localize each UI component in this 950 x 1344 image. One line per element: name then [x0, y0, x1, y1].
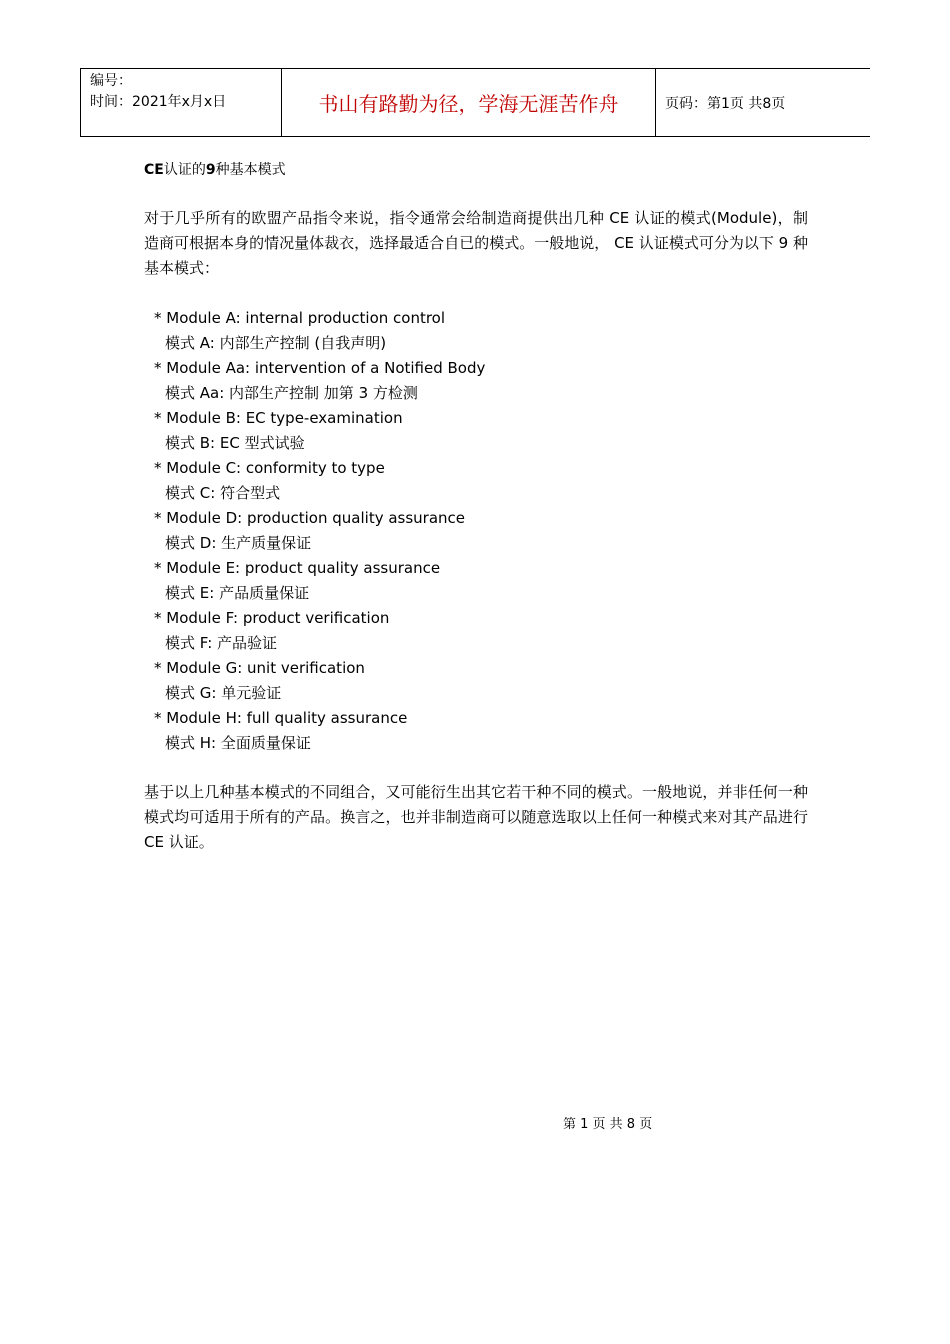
module-zh: 模式 B: EC 型式试验 [165, 434, 305, 452]
header-motto-cell [281, 69, 655, 136]
module-zh: 模式 Aa: 内部生产控制 加第 3 方检测 [165, 384, 418, 402]
module-en: * Module Aa: intervention of a Notified Body [154, 359, 486, 377]
module-list [144, 306, 808, 756]
page-info: 页码：第1页 共8页 [665, 95, 786, 112]
module-zh: 模式 D: 生产质量保证 [165, 534, 312, 552]
module-en: * Module G: unit verification [154, 659, 365, 677]
module-zh: 模式 A: 内部生产控制 (自我声明) [165, 334, 387, 352]
motto: 书山有路勤为径，学海无涯苦作舟 [318, 92, 619, 116]
module-en: * Module A: internal production control [154, 309, 446, 327]
module-zh: 模式 G: 单元验证 [165, 684, 282, 702]
header-page-cell [655, 69, 870, 136]
number-label: 编号： [90, 73, 132, 89]
module-zh: 模式 H: 全面质量保证 [165, 734, 311, 752]
module-en: * Module C: conformity to type [154, 459, 385, 477]
module-zh: 模式 E: 产品质量保证 [165, 584, 310, 602]
document-title: CE认证的9种基本模式 [144, 162, 286, 178]
module-zh: 模式 F: 产品验证 [165, 634, 278, 652]
header-table [80, 68, 870, 137]
module-en: * Module F: product verification [154, 609, 390, 627]
conclusion-paragraph: 基于以上几种基本模式的不同组合，又可能衍生出其它若干种不同的模式。一般地说，并非任何一种模式均可适用于所有的产品。换言之，也并非制造商可以随意选取以上任何一种模式来对其产品进行 CE 认证。 [144, 783, 808, 851]
header-meta-cell [80, 69, 281, 136]
intro-paragraph: 对于几乎所有的欧盟产品指令来说，指令通常会给制造商提供出几种 CE 认证的模式(Module)，制造商可根据本身的情况量体裁衣，选择最适合自已的模式。一般地说， CE 认证模式可分为以下 9 种基本模式： [144, 209, 808, 277]
time-label: 时间：2021年x月x日 [90, 94, 227, 110]
module-en: * Module B: EC type-examination [154, 409, 403, 427]
module-en: * Module H: full quality assurance [154, 709, 408, 727]
module-en: * Module E: product quality assurance [154, 559, 441, 577]
module-en: * Module D: production quality assurance [154, 509, 466, 527]
module-zh: 模式 C: 符合型式 [165, 484, 281, 502]
document-body [144, 158, 808, 855]
page-footer: 第 1 页 共 8 页 [563, 1117, 653, 1132]
